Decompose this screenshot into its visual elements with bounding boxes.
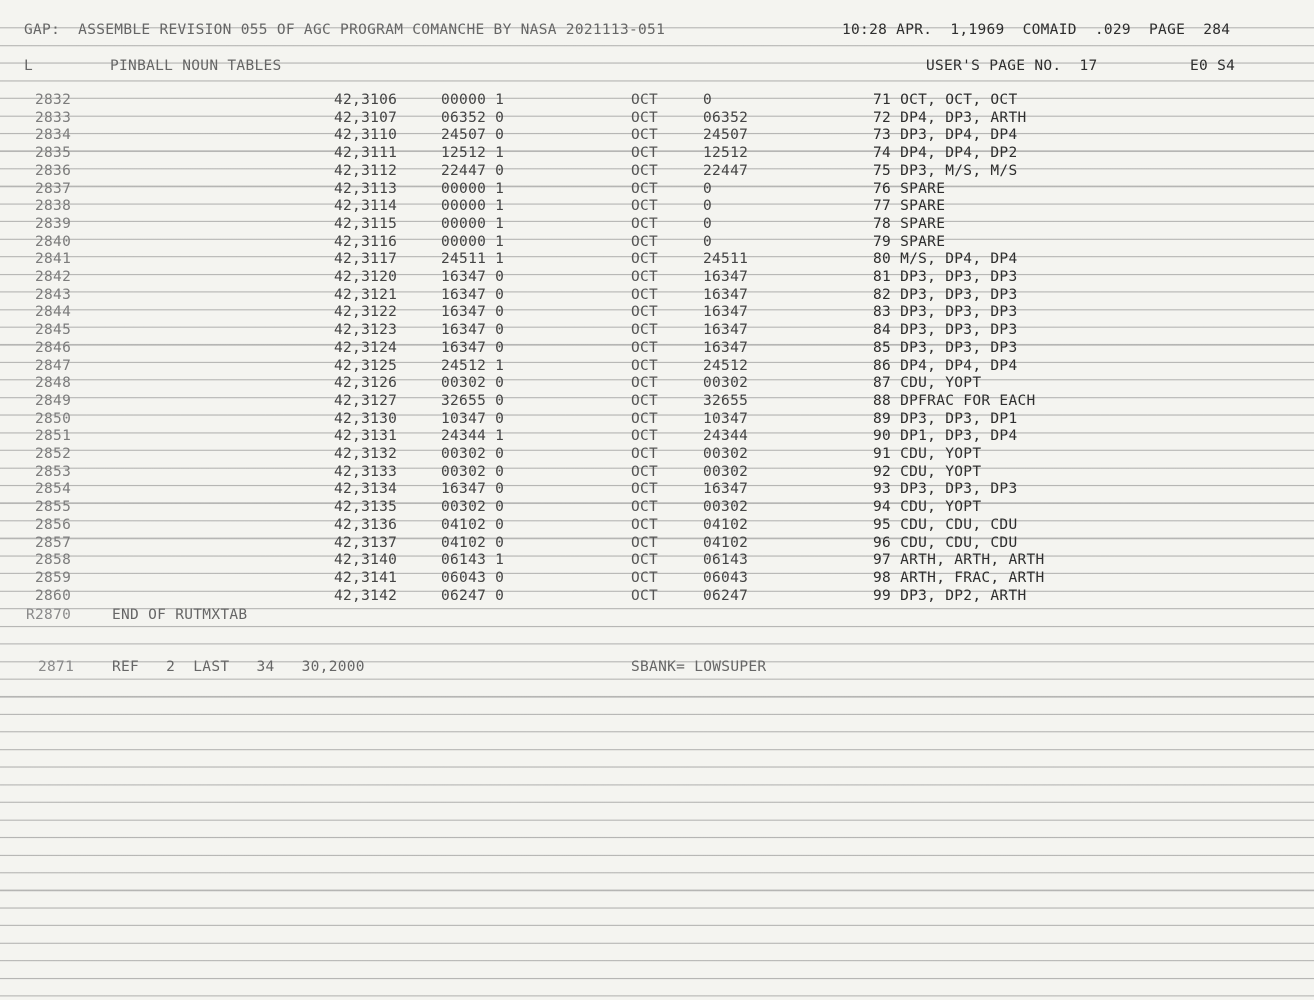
line-number: 2860 [35,587,72,604]
comment: 71 OCT, OCT, OCT [873,92,1018,108]
address: 42,3106 [334,92,398,108]
address: 42,3124 [334,339,398,356]
opcode: OCT [631,304,659,321]
line-number: 2849 [35,392,72,409]
opcode: OCT [631,552,659,569]
operand: 06143 [703,552,749,569]
address: 42,3107 [334,109,398,126]
operand: 04102 [703,534,749,551]
operand: 22447 [703,162,749,179]
operand: 00302 [703,446,749,462]
octal-word: 00000 1 [441,215,505,232]
table-row [0,481,1314,499]
octal-word: 06247 0 [441,587,505,604]
comment: 75 DP3, M/S, M/S [873,162,1018,179]
line-number: 2854 [35,481,72,498]
octal-word: 16347 0 [441,304,505,321]
opcode: OCT [631,198,659,215]
table-row [0,464,1314,482]
comment: 74 DP4, DP4, DP2 [873,145,1018,162]
address: 42,3140 [334,552,398,569]
line-number: 2858 [35,552,72,569]
opcode: OCT [631,428,659,445]
octal-word: 00302 0 [441,446,505,462]
table-row [0,163,1314,181]
operand: 24507 [703,127,749,144]
table-row [0,446,1314,464]
line-number: 2836 [35,162,72,179]
address: 42,3134 [334,481,398,498]
opcode: OCT [631,180,659,197]
ref-line-seq: 2871 [38,659,75,675]
operand: 12512 [703,145,749,162]
comment: 92 CDU, YOPT [873,463,982,480]
line-number: 2837 [35,180,72,197]
comment: 93 DP3, DP3, DP3 [873,481,1018,498]
opcode: OCT [631,410,659,427]
operand: 32655 [703,392,749,409]
address: 42,3114 [334,198,398,215]
comment: 76 SPARE [873,180,946,197]
line-number: 2850 [35,410,72,427]
table-row [0,145,1314,163]
log-flag: L [24,58,34,74]
operand: 04102 [703,516,749,533]
address: 42,3132 [334,446,398,462]
comment: 81 DP3, DP3, DP3 [873,269,1018,285]
operand: 00302 [703,463,749,480]
comment: 72 DP4, DP3, ARTH [873,109,1027,126]
table-row [0,304,1314,322]
comment: 97 ARTH, ARTH, ARTH [873,552,1045,569]
octal-word: 24511 1 [441,251,505,268]
octal-word: 00000 1 [441,180,505,197]
octal-word: 24507 0 [441,127,505,144]
comment: 99 DP3, DP2, ARTH [873,587,1027,604]
octal-word: 00302 0 [441,463,505,480]
opcode: OCT [631,286,659,303]
line-number: 2842 [35,269,72,285]
comment: 82 DP3, DP3, DP3 [873,286,1018,303]
address: 42,3115 [334,215,398,232]
address: 42,3111 [334,145,398,162]
line-number: 2855 [35,499,72,516]
octal-word: 16347 0 [441,481,505,498]
comment: 77 SPARE [873,198,946,215]
comment: 87 CDU, YOPT [873,375,982,392]
comment: 89 DP3, DP3, DP1 [873,410,1018,427]
comment: 80 M/S, DP4, DP4 [873,251,1018,268]
line-number: 2859 [35,569,72,586]
line-number: 2844 [35,304,72,321]
opcode: OCT [631,463,659,480]
address: 42,3131 [334,428,398,445]
address: 42,3130 [334,410,398,427]
comment: 95 CDU, CDU, CDU [873,516,1018,533]
comment: 94 CDU, YOPT [873,499,982,516]
table-row [0,216,1314,234]
address: 42,3133 [334,463,398,480]
address: 42,3127 [334,392,398,409]
comment: 83 DP3, DP3, DP3 [873,304,1018,321]
line-number: 2857 [35,534,72,551]
line-number: 2835 [35,145,72,162]
table-row [0,588,1314,606]
operand: 0 [703,215,713,232]
line-number: 2832 [35,92,72,108]
opcode: OCT [631,322,659,339]
table-row [0,92,1314,110]
address: 42,3142 [334,587,398,604]
section-title: PINBALL NOUN TABLES [110,58,282,74]
address: 42,3122 [334,304,398,321]
octal-word: 22447 0 [441,162,505,179]
table-row [0,269,1314,287]
table-row [0,287,1314,305]
address: 42,3136 [334,516,398,533]
address: 42,3123 [334,322,398,339]
table-row [0,322,1314,340]
address: 42,3116 [334,233,398,250]
operand: 0 [703,180,713,197]
comment: 88 DPFRAC FOR EACH [873,392,1036,409]
operand: 24511 [703,251,749,268]
table-row [0,499,1314,517]
opcode: OCT [631,269,659,285]
table-row [0,428,1314,446]
line-number: 2833 [35,109,72,126]
table-row [0,251,1314,269]
ref-line-sbank: SBANK= LOWSUPER [631,659,767,675]
table-row [0,358,1314,376]
octal-word: 00000 1 [441,198,505,215]
operand: 06043 [703,569,749,586]
comment: 78 SPARE [873,215,946,232]
comment: 84 DP3, DP3, DP3 [873,322,1018,339]
line-number: 2847 [35,357,72,374]
address: 42,3137 [334,534,398,551]
opcode: OCT [631,109,659,126]
table-row [0,234,1314,252]
address: 42,3126 [334,375,398,392]
operand: 0 [703,92,713,108]
operand: 16347 [703,286,749,303]
octal-word: 24512 1 [441,357,505,374]
opcode: OCT [631,251,659,268]
table-row [0,535,1314,553]
address: 42,3112 [334,162,398,179]
operand: 16347 [703,269,749,285]
address: 42,3121 [334,286,398,303]
octal-word: 32655 0 [441,392,505,409]
opcode: OCT [631,215,659,232]
line-number: 2834 [35,127,72,144]
opcode: OCT [631,357,659,374]
end-line-seq: R2870 [26,607,72,623]
table-row [0,375,1314,393]
users-page-number: USER'S PAGE NO. 17 [926,58,1098,74]
line-number: 2848 [35,375,72,392]
octal-word: 00000 1 [441,233,505,250]
line-number: 2841 [35,251,72,268]
octal-word: 00302 0 [441,499,505,516]
octal-word: 16347 0 [441,269,505,285]
opcode: OCT [631,446,659,462]
table-row [0,393,1314,411]
table-row [0,181,1314,199]
line-number: 2856 [35,516,72,533]
table-row [0,198,1314,216]
opcode: OCT [631,534,659,551]
table-row [0,127,1314,145]
octal-word: 24344 1 [441,428,505,445]
operand: 16347 [703,339,749,356]
octal-word: 10347 0 [441,410,505,427]
listing-header-title: GAP: ASSEMBLE REVISION 055 OF AGC PROGRAM COMANCHE BY NASA 2021113-051 [24,22,666,38]
opcode: OCT [631,92,659,108]
comment: 86 DP4, DP4, DP4 [873,357,1018,374]
octal-word: 00302 0 [441,375,505,392]
address: 42,3125 [334,357,398,374]
opcode: OCT [631,145,659,162]
operand: 06247 [703,587,749,604]
comment: 96 CDU, CDU, CDU [873,534,1018,551]
comment: 79 SPARE [873,233,946,250]
octal-word: 06352 0 [441,109,505,126]
table-row [0,340,1314,358]
line-number: 2839 [35,215,72,232]
end-line-text: END OF RUTMXTAB [112,607,248,623]
opcode: OCT [631,375,659,392]
octal-word: 16347 0 [441,286,505,303]
octal-word: 12512 1 [441,145,505,162]
comment: 98 ARTH, FRAC, ARTH [873,569,1045,586]
comment: 85 DP3, DP3, DP3 [873,339,1018,356]
operand: 00302 [703,375,749,392]
opcode: OCT [631,499,659,516]
line-number: 2853 [35,463,72,480]
line-number: 2840 [35,233,72,250]
octal-word: 06043 0 [441,569,505,586]
opcode: OCT [631,569,659,586]
page-code: E0 S4 [1190,58,1236,74]
operand: 16347 [703,322,749,339]
octal-word: 16347 0 [441,322,505,339]
operand: 0 [703,233,713,250]
line-number: 2846 [35,339,72,356]
operand: 24512 [703,357,749,374]
opcode: OCT [631,233,659,250]
comment: 91 CDU, YOPT [873,446,982,462]
address: 42,3113 [334,180,398,197]
table-row [0,552,1314,570]
address: 42,3117 [334,251,398,268]
ref-line-ref: REF 2 LAST 34 30,2000 [112,659,365,675]
comment: 90 DP1, DP3, DP4 [873,428,1018,445]
opcode: OCT [631,516,659,533]
operand: 00302 [703,499,749,516]
line-number: 2843 [35,286,72,303]
table-row [0,110,1314,128]
octal-word: 16347 0 [441,339,505,356]
octal-word: 04102 0 [441,534,505,551]
line-number: 2845 [35,322,72,339]
operand: 06352 [703,109,749,126]
listing-header-timestamp-page: 10:28 APR. 1,1969 COMAID .029 PAGE 284 [842,22,1231,38]
octal-word: 04102 0 [441,516,505,533]
table-row [0,411,1314,429]
opcode: OCT [631,481,659,498]
octal-word: 06143 1 [441,552,505,569]
table-row [0,570,1314,588]
line-number: 2852 [35,446,72,462]
operand: 16347 [703,304,749,321]
operand: 0 [703,198,713,215]
comment: 73 DP3, DP4, DP4 [873,127,1018,144]
octal-word: 00000 1 [441,92,505,108]
address: 42,3141 [334,569,398,586]
operand: 10347 [703,410,749,427]
operand: 24344 [703,428,749,445]
opcode: OCT [631,127,659,144]
address: 42,3135 [334,499,398,516]
address: 42,3110 [334,127,398,144]
line-number: 2851 [35,428,72,445]
opcode: OCT [631,162,659,179]
opcode: OCT [631,339,659,356]
operand: 16347 [703,481,749,498]
table-row [0,517,1314,535]
opcode: OCT [631,392,659,409]
opcode: OCT [631,587,659,604]
line-number: 2838 [35,198,72,215]
address: 42,3120 [334,269,398,285]
